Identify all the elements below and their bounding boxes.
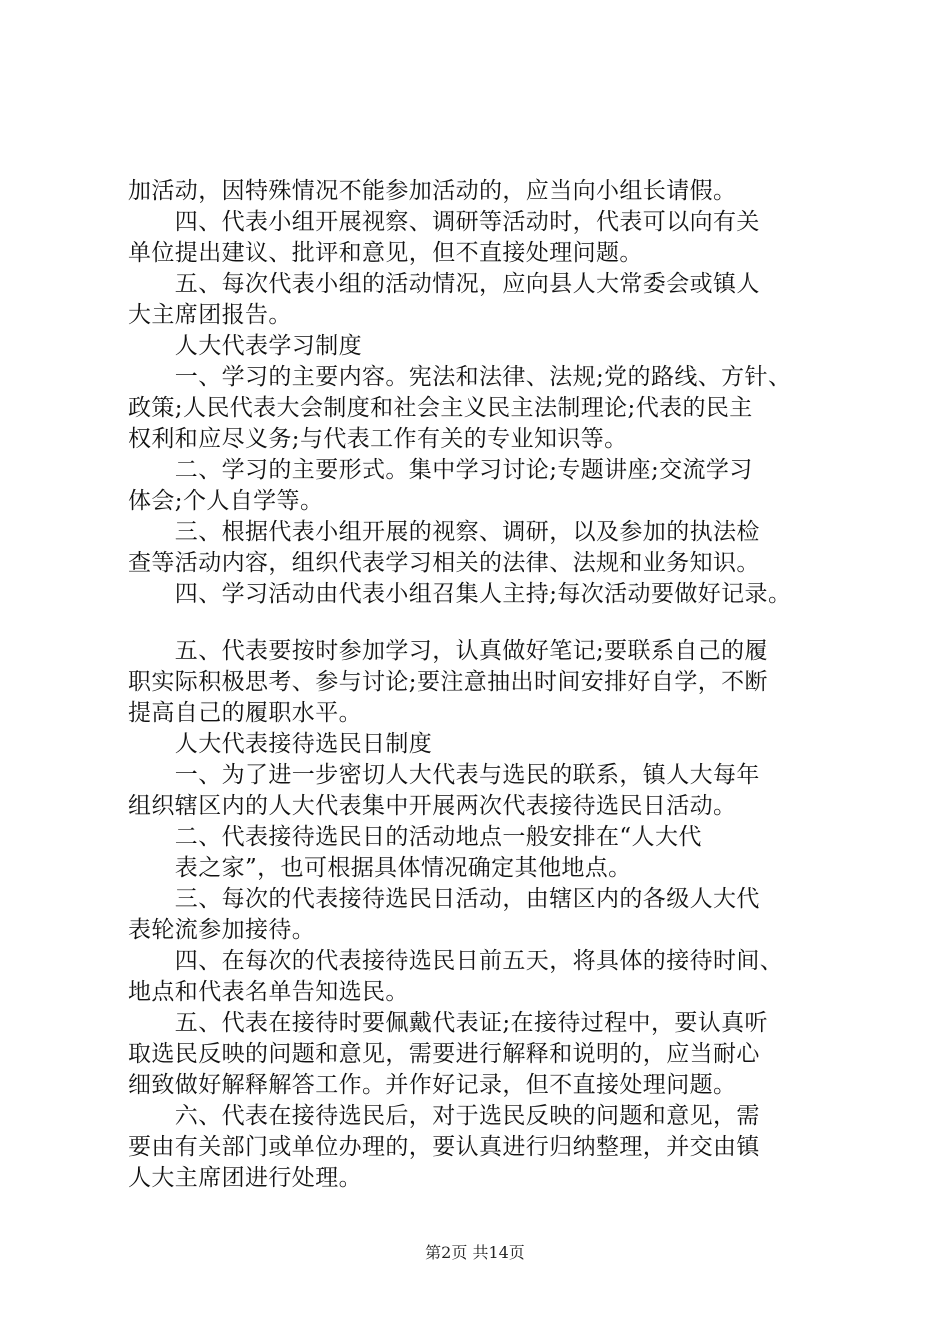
text-line: 单位提出建议、批评和意见，但不直接处理问题。 <box>128 240 643 266</box>
text-line: 加活动，因特殊情况不能参加活动的，应当向小组长请假。 <box>128 178 737 204</box>
text-line: 四、学习活动由代表小组召集人主持;每次活动要做好记录。 <box>128 581 792 607</box>
text-line: 四、代表小组开展视察、调研等活动时，代表可以向有关 <box>128 209 760 235</box>
text-line: 取选民反映的问题和意见，需要进行解释和说明的，应当耐心 <box>128 1041 760 1067</box>
page-number-footer: 第2页 共14页 <box>425 1243 525 1262</box>
text-line: 权利和应尽义务;与代表工作有关的专业知识等。 <box>128 426 628 452</box>
text-line: 五、代表在接待时要佩戴代表证;在接待过程中，要认真听 <box>128 1010 768 1036</box>
text-line: 细致做好解释解答工作。并作好记录，但不直接处理问题。 <box>128 1072 737 1098</box>
text-line: 地点和代表名单告知选民。 <box>128 979 409 1005</box>
text-line: 查等活动内容，组织代表学习相关的法律、法规和业务知识。 <box>128 550 760 576</box>
document-body <box>128 176 848 1194</box>
text-line: 组织辖区内的人大代表集中开展两次代表接待选民日活动。 <box>128 793 737 819</box>
text-line: 大主席团报告。 <box>128 302 292 328</box>
text-line: 五、代表要按时参加学习，认真做好笔记;要联系自己的履 <box>128 638 768 664</box>
text-line: 一、为了进一步密切人大代表与选民的联系，镇人大每年 <box>128 762 760 788</box>
text-line: 职实际积极思考、参与讨论;要注意抽出时间安排好自学，不断 <box>128 669 768 695</box>
text-line: 三、根据代表小组开展的视察、调研，以及参加的执法检 <box>128 519 760 545</box>
text-line: 人大代表接待选民日制度 <box>128 731 433 757</box>
text-line: 提高自己的履职水平。 <box>128 700 362 726</box>
text-line: 一、学习的主要内容。宪法和法律、法规;党的路线、方针、 <box>128 364 792 390</box>
text-line: 六、代表在接待选民后，对于选民反映的问题和意见，需 <box>128 1103 760 1129</box>
text-line: 人大代表学习制度 <box>128 333 362 359</box>
text-line: 体会;个人自学等。 <box>128 488 324 514</box>
text-line: 政策;人民代表大会制度和社会主义民主法制理论;代表的民主 <box>128 395 753 421</box>
text-line: 二、学习的主要形式。集中学习讨论;专题讲座;交流学习 <box>128 457 753 483</box>
text-line: 三、每次的代表接待选民日活动，由辖区内的各级人大代 <box>128 886 760 912</box>
text-line: 人大主席团进行处理。 <box>128 1165 362 1191</box>
text-line: 四、在每次的代表接待选民日前五天，将具体的接待时间、 <box>128 948 784 974</box>
text-line: 五、每次代表小组的活动情况，应向县人大常委会或镇人 <box>128 271 760 297</box>
text-line: 表之家”，也可根据具体情况确定其他地点。 <box>128 855 632 881</box>
text-line: 二、代表接待选民日的活动地点一般安排在“人大代 <box>128 824 702 850</box>
paragraph-gap <box>128 610 848 636</box>
text-line: 要由有关部门或单位办理的，要认真进行归纳整理，并交由镇 <box>128 1134 760 1160</box>
text-line: 表轮流参加接待。 <box>128 917 316 943</box>
